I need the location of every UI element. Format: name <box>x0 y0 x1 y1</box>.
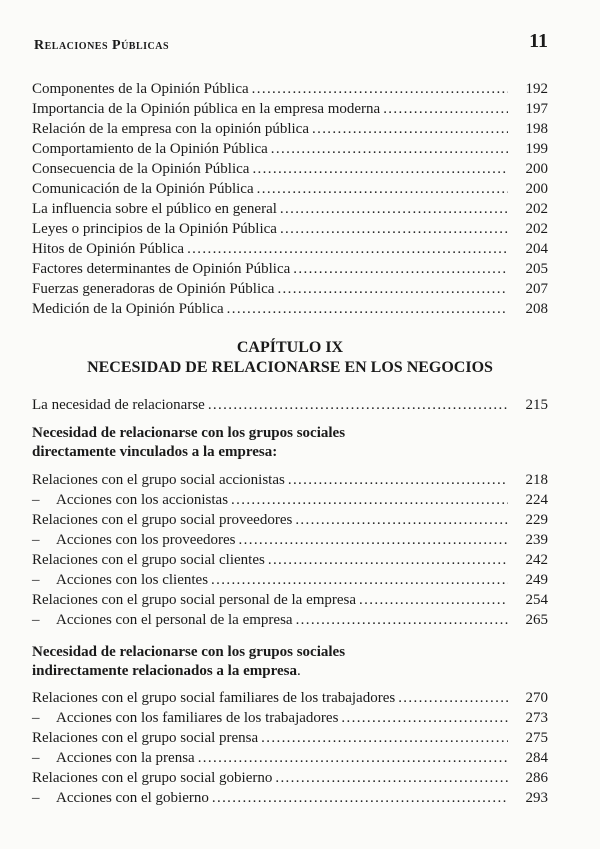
toc-entry-page: 249 <box>525 572 548 588</box>
toc-entry-title: Relaciones con el grupo social prensa <box>32 730 259 746</box>
toc-block-directos <box>32 470 548 630</box>
section-heading-tail: . <box>296 663 301 679</box>
toc-entry-page: 202 <box>525 221 548 237</box>
toc-entry <box>32 139 548 159</box>
dot-leader <box>212 788 508 808</box>
dot-leader <box>383 99 508 119</box>
toc-entry-dash: – <box>32 492 40 508</box>
toc-entry <box>32 119 548 139</box>
toc-entry-page: 270 <box>525 690 548 706</box>
dot-leader <box>398 688 508 708</box>
toc-entry-title: La necesidad de relacionarse <box>32 397 205 413</box>
toc-entry-title: La influencia sobre el público en general <box>32 201 277 217</box>
dot-leader <box>296 610 508 630</box>
toc-entry-dash: – <box>32 572 40 588</box>
toc-entry-dash: – <box>32 790 40 806</box>
toc-entry-title: Factores determinantes de Opinión Pública <box>32 261 291 277</box>
dot-leader <box>271 139 508 159</box>
dot-leader <box>261 728 508 748</box>
toc-entry <box>32 199 548 219</box>
toc-block-opinion-publica <box>32 79 548 319</box>
toc-entry-page: 224 <box>525 492 548 508</box>
running-title: Relaciones Públicas <box>34 38 170 53</box>
section-heading-line1: Necesidad de relacionarse con los grupos sociales <box>32 425 346 441</box>
toc-entry-title: Acciones con los clientes <box>56 572 209 588</box>
page-number: 11 <box>529 30 548 52</box>
toc-entry-dash: – <box>32 612 40 628</box>
toc-entry-title: Acciones con el personal de la empresa <box>56 612 293 628</box>
toc-entry-page: 239 <box>525 532 548 548</box>
toc-entry-page: 286 <box>525 770 548 786</box>
toc-entry <box>32 279 548 299</box>
toc-entry-title: Comunicación de la Opinión Pública <box>32 181 254 197</box>
dot-leader <box>257 179 508 199</box>
toc-entry <box>32 179 548 199</box>
dot-leader <box>277 279 508 299</box>
toc-entry-title: Leyes o principios de la Opinión Pública <box>32 221 277 237</box>
toc-entry-page: 273 <box>525 710 548 726</box>
toc-entry-page: 254 <box>525 592 548 608</box>
toc-entry <box>32 570 548 590</box>
dot-leader <box>288 470 508 490</box>
toc-entry-page: 197 <box>525 101 548 117</box>
dot-leader <box>359 590 508 610</box>
toc-entry-page: 200 <box>525 181 548 197</box>
toc-entry-title: Consecuencia de la Opinión Pública <box>32 161 250 177</box>
toc-block-intro <box>32 395 548 415</box>
dot-leader <box>187 239 508 259</box>
toc-entry-title: Hitos de Opinión Pública <box>32 241 185 257</box>
chapter-number: CAPÍTULO IX <box>236 339 344 356</box>
toc-entry-page: 207 <box>525 281 548 297</box>
toc-entry <box>32 728 548 748</box>
toc-entry <box>32 159 548 179</box>
toc-entry-title: Acciones con la prensa <box>56 750 195 766</box>
toc-entry-page: 198 <box>525 121 548 137</box>
dot-leader <box>252 79 508 99</box>
toc-entry-title: Relaciones con el grupo social proveedores <box>32 512 293 528</box>
toc-entry-title: Relación de la empresa con la opinión pública <box>32 121 309 137</box>
toc-entry <box>32 748 548 768</box>
toc-entry-page: 265 <box>525 612 548 628</box>
toc-entry <box>32 610 548 630</box>
toc-entry-title: Relaciones con el grupo social accionistas <box>32 472 285 488</box>
toc-entry-dash: – <box>32 710 40 726</box>
toc-entry <box>32 788 548 808</box>
toc-entry-title: Acciones con los accionistas <box>56 492 229 508</box>
toc-entry-title: Fuerzas generadoras de Opinión Pública <box>32 281 275 297</box>
toc-entry-page: 204 <box>525 241 548 257</box>
toc-entry <box>32 490 548 510</box>
toc-entry <box>32 299 548 319</box>
toc-block-indirectos <box>32 688 548 808</box>
toc-entry-page: 205 <box>525 261 548 277</box>
toc-entry-page: 293 <box>525 790 548 806</box>
toc-entry <box>32 239 548 259</box>
toc-entry-title: Acciones con los proveedores <box>56 532 236 548</box>
toc-entry-page: 192 <box>525 81 548 97</box>
toc-entry <box>32 259 548 279</box>
section-heading-directos <box>32 424 548 462</box>
toc-entry-title: Medición de la Opinión Pública <box>32 301 224 317</box>
toc-entry-title: Relaciones con el grupo social gobierno <box>32 770 273 786</box>
toc-entry-page: 200 <box>525 161 548 177</box>
toc-entry <box>32 550 548 570</box>
dot-leader <box>312 119 508 139</box>
toc-entry <box>32 470 548 490</box>
dot-leader <box>341 708 508 728</box>
toc-entry-page: 242 <box>525 552 548 568</box>
dot-leader <box>211 570 508 590</box>
toc-entry-page: 218 <box>525 472 548 488</box>
chapter-title: NECESIDAD DE RELACIONARSE EN LOS NEGOCIOS <box>87 359 493 376</box>
toc-entry-title: Relaciones con el grupo social personal de la empresa <box>32 592 357 608</box>
toc-entry <box>32 99 548 119</box>
toc-entry-title: Importancia de la Opinión pública en la empresa moderna <box>32 101 381 117</box>
toc-entry-title: Acciones con el gobierno <box>56 790 209 806</box>
toc-entry <box>32 219 548 239</box>
dot-leader <box>293 259 508 279</box>
toc-entry <box>32 79 548 99</box>
toc-entry <box>32 590 548 610</box>
dot-leader <box>295 510 508 530</box>
dot-leader <box>227 299 508 319</box>
toc-entry-dash: – <box>32 532 40 548</box>
toc-entry-page: 202 <box>525 201 548 217</box>
toc-entry-title: Acciones con los familiares de los trabajadores <box>56 710 339 726</box>
dot-leader <box>208 395 508 415</box>
toc-entry <box>32 688 548 708</box>
toc-entry <box>32 708 548 728</box>
toc-entry-page: 229 <box>525 512 548 528</box>
toc-entry-title: Relaciones con el grupo social clientes <box>32 552 265 568</box>
dot-leader <box>280 219 508 239</box>
dot-leader <box>252 159 508 179</box>
section-heading-line2: directamente vinculados a la empresa: <box>32 444 278 460</box>
dot-leader <box>275 768 508 788</box>
chapter-heading <box>32 338 548 378</box>
dot-leader <box>268 550 508 570</box>
toc-entry-page: 215 <box>525 397 548 413</box>
toc-entry <box>32 768 548 788</box>
section-heading-line2: indirectamente relacionados a la empresa <box>32 663 297 679</box>
dot-leader <box>280 199 508 219</box>
page-header <box>34 28 548 58</box>
dot-leader <box>231 490 508 510</box>
toc-entry-page: 275 <box>525 730 548 746</box>
toc-entry-dash: – <box>32 750 40 766</box>
section-heading-line1: Necesidad de relacionarse con los grupos sociales <box>32 644 346 660</box>
toc-entry-page: 199 <box>525 141 548 157</box>
toc-entry-page: 284 <box>525 750 548 766</box>
toc-entry-title: Relaciones con el grupo social familiares de los trabajadores <box>32 690 396 706</box>
toc-entry <box>32 510 548 530</box>
toc-entry-title: Comportamiento de la Opinión Pública <box>32 141 268 157</box>
toc-entry <box>32 395 548 415</box>
section-heading-indirectos <box>32 643 548 681</box>
toc-entry-title: Componentes de la Opinión Pública <box>32 81 249 97</box>
toc-entry <box>32 530 548 550</box>
dot-leader <box>239 530 508 550</box>
toc-entry-page: 208 <box>525 301 548 317</box>
dot-leader <box>198 748 508 768</box>
